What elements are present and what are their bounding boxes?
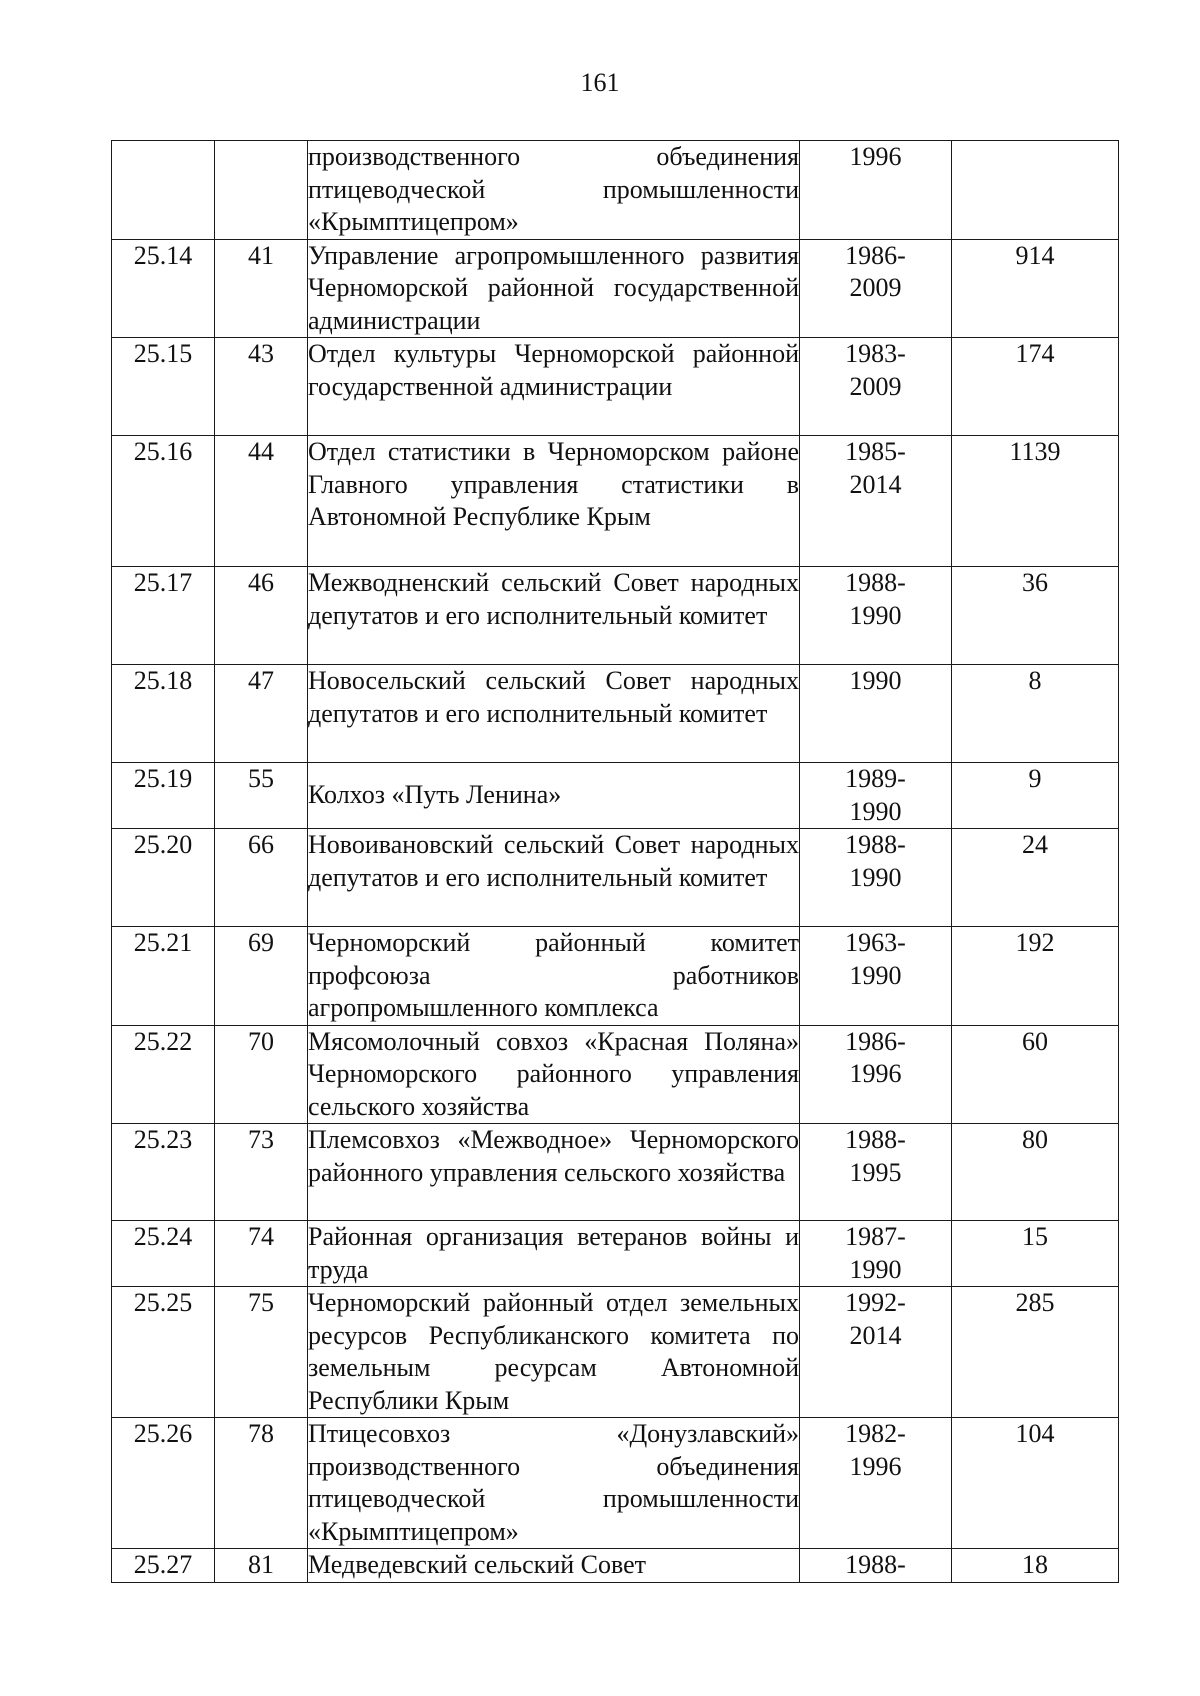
table-row [112, 665, 1119, 763]
table-row [112, 1124, 1119, 1221]
count-cell: 914 [952, 239, 1119, 338]
count-cell: 18 [952, 1549, 1119, 1583]
row-number-cell: 25.22 [112, 1025, 215, 1124]
table-row [112, 1287, 1119, 1418]
row-number-cell: 25.16 [112, 436, 215, 567]
fund-number-cell: 47 [215, 665, 308, 763]
years-line: 1990 [849, 600, 902, 630]
years-line: 2009 [849, 273, 902, 302]
table-row [112, 1549, 1119, 1583]
years-line: 2014 [849, 1320, 902, 1350]
years-cell [800, 665, 952, 763]
years-line: 1992- [845, 1288, 906, 1317]
years-line: 1988- [845, 1125, 906, 1154]
count-cell: 174 [952, 338, 1119, 436]
fund-number-cell: 41 [215, 239, 308, 338]
years-line: 1996 [849, 142, 902, 171]
fund-number-cell: 81 [215, 1549, 308, 1583]
row-number-cell: 25.17 [112, 567, 215, 665]
fund-name-cell: Отдел культуры Черноморской районной государственной администрации [308, 338, 800, 436]
table-row [112, 1221, 1119, 1287]
fund-number-cell: 55 [215, 763, 308, 829]
row-number-cell: 25.23 [112, 1124, 215, 1221]
years-line: 1986- [845, 240, 906, 270]
row-number-cell: 25.27 [112, 1549, 215, 1583]
row-number-cell: 25.26 [112, 1418, 215, 1549]
count-cell: 1139 [952, 436, 1119, 567]
years-cell [800, 1025, 952, 1124]
years-line: 1983- [845, 339, 906, 368]
years-cell [800, 239, 952, 338]
fund-number-cell: 46 [215, 567, 308, 665]
fund-name-cell: Черноморский районный комитет профсоюза работников агропромышленного комплекса [308, 927, 800, 1026]
row-number-cell: 25.19 [112, 763, 215, 829]
years-cell [800, 1418, 952, 1549]
table-row [112, 436, 1119, 567]
years-line: 1996 [849, 1451, 902, 1481]
fund-number-cell: 70 [215, 1025, 308, 1124]
years-line: 1990 [849, 666, 902, 695]
fund-name-cell: Новоивановский сельский Совет народных депутатов и его исполнительный комитет [308, 829, 800, 927]
years-line: 1987- [845, 1222, 906, 1251]
years-cell [800, 338, 952, 436]
count-cell: 24 [952, 829, 1119, 927]
row-number-cell: 25.15 [112, 338, 215, 436]
table-row [112, 567, 1119, 665]
count-cell: 15 [952, 1221, 1119, 1287]
years-cell [800, 141, 952, 240]
table-row [112, 141, 1119, 240]
years-cell [800, 1221, 952, 1287]
years-cell [800, 1124, 952, 1221]
fund-name-cell: Мясомолочный совхоз «Красная Поляна» Черноморского районного управления сельского хозяйства [308, 1025, 800, 1124]
years-cell [800, 829, 952, 927]
years-line: 1990 [849, 1254, 902, 1284]
fund-name-cell: Межводненский сельский Совет народных депутатов и его исполнительный комитет [308, 567, 800, 665]
count-cell: 60 [952, 1025, 1119, 1124]
fund-name-cell: Черноморский районный отдел земельных ресурсов Республиканского комитета по земельным ресурсам Автономной Республики Крым [308, 1287, 800, 1418]
fund-name-cell: Отдел статистики в Черноморском районе Главного управления статистики в Автономной Республике Крым [308, 436, 800, 567]
years-line: 1988- [845, 1550, 906, 1579]
table-row [112, 763, 1119, 829]
fund-number-cell: 75 [215, 1287, 308, 1418]
years-line: 1996 [849, 1059, 902, 1088]
years-line: 1963- [845, 928, 906, 957]
years-line: 1990 [849, 862, 902, 892]
fund-name-cell: Племсовхоз «Межводное» Черноморского районного управления сельского хозяйства [308, 1124, 800, 1221]
count-cell: 104 [952, 1418, 1119, 1549]
fund-number-cell: 73 [215, 1124, 308, 1221]
table-row [112, 1418, 1119, 1549]
years-line: 1990 [849, 796, 902, 826]
count-cell: 80 [952, 1124, 1119, 1221]
years-cell [800, 763, 952, 829]
table-row [112, 1025, 1119, 1124]
fund-name-cell: Новосельский сельский Совет народных депутатов и его исполнительный комитет [308, 665, 800, 763]
table-row [112, 927, 1119, 1026]
row-number-cell: 25.25 [112, 1287, 215, 1418]
years-line: 2014 [849, 469, 902, 499]
years-line: 2009 [849, 371, 902, 401]
years-line: 1985- [845, 437, 906, 466]
row-number-cell [112, 141, 215, 240]
row-number-cell: 25.14 [112, 239, 215, 338]
fund-number-cell: 43 [215, 338, 308, 436]
fund-number-cell: 78 [215, 1418, 308, 1549]
fund-number-cell: 44 [215, 436, 308, 567]
fund-name-cell: Районная организация ветеранов войны и труда [308, 1221, 800, 1287]
table-row [112, 829, 1119, 927]
table-row [112, 239, 1119, 338]
years-cell [800, 436, 952, 567]
years-line: 1982- [845, 1419, 906, 1448]
page-number: 161 [580, 68, 620, 97]
row-number-cell: 25.20 [112, 829, 215, 927]
fund-name-cell: Колхоз «Путь Ленина» [308, 763, 800, 829]
count-cell: 9 [952, 763, 1119, 829]
years-line: 1988- [845, 830, 906, 859]
row-number-cell: 25.21 [112, 927, 215, 1026]
years-line: 1990 [849, 960, 902, 990]
row-number-cell: 25.18 [112, 665, 215, 763]
count-cell [952, 141, 1119, 240]
count-cell: 8 [952, 665, 1119, 763]
fund-number-cell [215, 141, 308, 240]
years-cell [800, 1549, 952, 1583]
years-line: 1995 [849, 1157, 902, 1187]
records-table-body [112, 141, 1119, 1583]
row-number-cell: 25.24 [112, 1221, 215, 1287]
table-row [112, 338, 1119, 436]
years-line: 1988- [845, 568, 906, 597]
fund-number-cell: 66 [215, 829, 308, 927]
count-cell: 36 [952, 567, 1119, 665]
years-cell [800, 1287, 952, 1418]
years-cell [800, 567, 952, 665]
years-cell [800, 927, 952, 1026]
fund-number-cell: 69 [215, 927, 308, 1026]
fund-number-cell: 74 [215, 1221, 308, 1287]
fund-name-cell: Управление агропромышленного развития Черноморской районной государственной администрации [308, 239, 800, 338]
fund-name-cell: Птицесовхоз «Донузлавский» производственного объединения птицеводческой промышленности «Крымптицепром» [308, 1418, 800, 1549]
years-line: 1989- [845, 764, 906, 793]
count-cell: 285 [952, 1287, 1119, 1418]
fund-name-cell: производственного объединения птицеводческой промышленности «Крымптицепром» [308, 141, 800, 240]
count-cell: 192 [952, 927, 1119, 1026]
years-line: 1986- [845, 1026, 906, 1056]
fund-name-cell: Медведевский сельский Совет [308, 1549, 800, 1583]
records-table [111, 140, 1119, 1583]
